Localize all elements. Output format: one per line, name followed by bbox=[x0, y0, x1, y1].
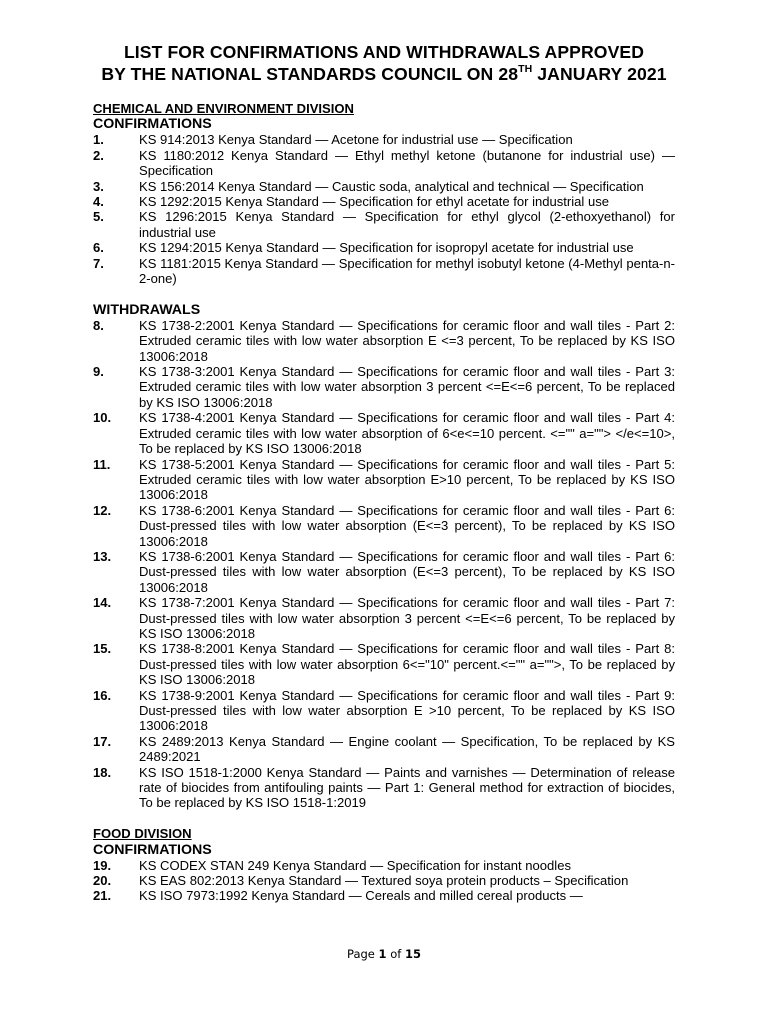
list-item bbox=[93, 549, 675, 595]
item-number: 8. bbox=[93, 317, 104, 333]
item-text: KS 1738-5:2001 Kenya Standard — Specifications for ceramic floor and wall tiles - Part 5: Extruded ceramic tiles with low water absorption E>10 percent, To be replaced by KS ISO 13006:2018 bbox=[139, 456, 675, 503]
list-item bbox=[93, 595, 675, 641]
item-text: KS 1738-2:2001 Kenya Standard — Specifications for ceramic floor and wall tiles - Part 2: Extruded ceramic tiles with low water absorption E <=3 percent, To be replaced by KS ISO 13006:2018 bbox=[139, 317, 675, 364]
list-item bbox=[93, 503, 675, 549]
division-heading: FOOD DIVISION bbox=[93, 826, 192, 842]
item-number: 18. bbox=[93, 764, 112, 780]
title-line-1: LIST FOR CONFIRMATIONS AND WITHDRAWALS APPROVED bbox=[123, 42, 645, 62]
page-footer bbox=[0, 946, 768, 962]
item-text: KS 914:2013 Kenya Standard — Acetone for industrial use — Specification bbox=[139, 132, 573, 148]
item-number: 7. bbox=[93, 255, 104, 271]
confirmations-list bbox=[93, 132, 675, 286]
title-line-2-prefix: BY THE NATIONAL STANDARDS COUNCIL ON 28 bbox=[101, 64, 519, 84]
item-text: KS 1181:2015 Kenya Standard — Specification for methyl isobutyl ketone (4-Methyl penta-n-2-one) bbox=[139, 255, 675, 287]
item-number: 1. bbox=[93, 132, 104, 148]
list-item bbox=[93, 240, 675, 255]
list-item bbox=[93, 256, 675, 287]
list-item bbox=[93, 641, 675, 687]
item-number: 3. bbox=[93, 178, 104, 194]
list-item bbox=[93, 179, 675, 194]
title-line-2-suffix: JANUARY 2021 bbox=[532, 64, 667, 84]
item-text: KS 1738-6:2001 Kenya Standard — Specifications for ceramic floor and wall tiles - Part 6: Dust-pressed tiles with low water absorption (E<=3 percent), To be replaced by KS ISO 13006:2018 bbox=[139, 502, 675, 549]
item-text: KS EAS 802:2013 Kenya Standard — Textured soya protein products – Specification bbox=[139, 873, 629, 889]
item-text: KS 1738-9:2001 Kenya Standard — Specifications for ceramic floor and wall tiles - Part 9: Dust-pressed tiles with low water absorption E >10 percent, To be replaced by KS ISO 13006:2018 bbox=[139, 687, 675, 734]
item-number: 21. bbox=[93, 888, 112, 904]
page-label: Page bbox=[347, 947, 375, 961]
section-spacer bbox=[93, 811, 675, 826]
list-item bbox=[93, 364, 675, 410]
section-spacer bbox=[93, 286, 675, 301]
item-number: 20. bbox=[93, 873, 112, 889]
division-section-food bbox=[93, 826, 675, 904]
item-number: 2. bbox=[93, 147, 104, 163]
list-item bbox=[93, 888, 675, 903]
item-number: 13. bbox=[93, 548, 112, 564]
item-number: 4. bbox=[93, 194, 104, 210]
item-number: 9. bbox=[93, 364, 104, 380]
item-text: KS 1738-4:2001 Kenya Standard — Specifications for ceramic floor and wall tiles - Part 4: Extruded ceramic tiles with low water absorption of 6<e<=10 percent. <="" a=""> </e<=10>, To be replaced by KS ISO 13006:2018 bbox=[139, 410, 675, 457]
division-heading: CHEMICAL AND ENVIRONMENT DIVISION bbox=[93, 101, 354, 116]
item-number: 6. bbox=[93, 240, 104, 256]
list-item bbox=[93, 318, 675, 364]
item-number: 11. bbox=[93, 456, 111, 472]
item-text: KS 1738-7:2001 Kenya Standard — Specifications for ceramic floor and wall tiles - Part 7: Dust-pressed tiles with low water absorption 3 percent <=E<=6 percent, To be replaced by KS ISO 13006:2018 bbox=[139, 595, 675, 641]
item-text: KS 1738-8:2001 Kenya Standard — Specifications for ceramic floor and wall tiles - Part 8: Dust-pressed tiles with low water absorption 6<="10" percent.<="" a="">, To be replaced by KS ISO 13006:2018 bbox=[139, 641, 675, 688]
document-body bbox=[93, 101, 675, 904]
list-item bbox=[93, 132, 675, 147]
list-item bbox=[93, 688, 675, 734]
item-text: KS ISO 1518-1:2000 Kenya Standard — Paints and varnishes — Determination of release rate of biocides from antifouling paints — Part 1: General method for extraction of biocides, To be replaced by KS ISO 1518-1:2019 bbox=[139, 764, 675, 811]
page-current-number: 1 bbox=[378, 947, 387, 961]
item-number: 10. bbox=[93, 410, 112, 426]
title-line-2 bbox=[40, 63, 728, 85]
item-number: 17. bbox=[93, 733, 112, 749]
group-heading-confirmations: CONFIRMATIONS bbox=[93, 841, 212, 858]
item-number: 5. bbox=[93, 209, 104, 225]
list-item bbox=[93, 148, 675, 179]
page-total-number: 15 bbox=[404, 947, 421, 961]
list-item bbox=[93, 765, 675, 811]
item-text: KS 1180:2012 Kenya Standard — Ethyl methyl ketone (butanone for industrial use) — Specification bbox=[139, 147, 675, 179]
item-text: KS CODEX STAN 249 Kenya Standard — Specification for instant noodles bbox=[139, 857, 571, 873]
list-item bbox=[93, 457, 675, 503]
list-item bbox=[93, 209, 675, 240]
withdrawals-list bbox=[93, 318, 675, 811]
group-heading-withdrawals: WITHDRAWALS bbox=[93, 301, 201, 318]
document-title bbox=[40, 41, 728, 85]
list-item bbox=[93, 858, 675, 873]
list-item bbox=[93, 410, 675, 456]
list-item bbox=[93, 873, 675, 888]
item-text: KS ISO 7973:1992 Kenya Standard — Cereals and milled cereal products — bbox=[139, 888, 583, 904]
item-number: 16. bbox=[93, 687, 112, 703]
division-section-chemical bbox=[93, 101, 675, 811]
item-text: KS 2489:2013 Kenya Standard — Engine coolant — Specification, To be replaced by KS 2489:2021 bbox=[139, 733, 675, 765]
list-item bbox=[93, 734, 675, 765]
group-heading-confirmations: CONFIRMATIONS bbox=[93, 116, 212, 133]
title-date-suffix: TH bbox=[518, 63, 533, 76]
item-text: KS 1294:2015 Kenya Standard — Specification for isopropyl acetate for industrial use bbox=[139, 240, 634, 256]
item-number: 12. bbox=[93, 502, 112, 518]
item-number: 15. bbox=[93, 641, 112, 657]
item-number: 14. bbox=[93, 595, 112, 611]
item-text: KS 156:2014 Kenya Standard — Caustic soda, analytical and technical — Specification bbox=[139, 178, 644, 194]
item-text: KS 1738-6:2001 Kenya Standard — Specifications for ceramic floor and wall tiles - Part 6: Dust-pressed tiles with low water absorption (E<=3 percent), To be replaced by KS ISO 13006:2018 bbox=[139, 548, 675, 595]
item-number: 19. bbox=[93, 857, 112, 873]
item-text: KS 1738-3:2001 Kenya Standard — Specifications for ceramic floor and wall tiles - Part 3: Extruded ceramic tiles with low water absorption 3 percent <=E<=6 percent, To be replaced by KS ISO 13006:2018 bbox=[139, 364, 675, 410]
item-text: KS 1296:2015 Kenya Standard — Specification for ethyl glycol (2-ethoxyethanol) for industrial use bbox=[139, 209, 675, 240]
item-text: KS 1292:2015 Kenya Standard — Specification for ethyl acetate for industrial use bbox=[139, 194, 609, 210]
page-of-label: of bbox=[390, 947, 402, 961]
confirmations-list bbox=[93, 858, 675, 904]
list-item bbox=[93, 194, 675, 209]
